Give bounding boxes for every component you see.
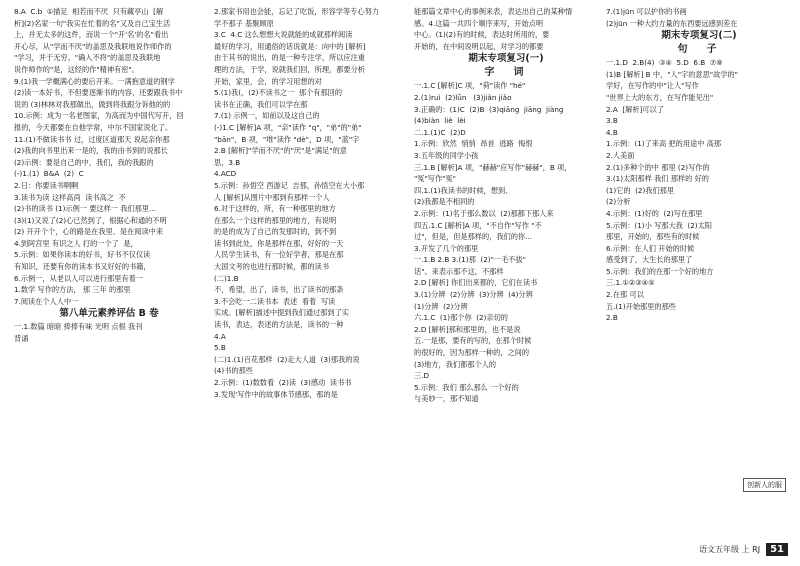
answer-line: 五.(1)开始那里的那些 bbox=[606, 301, 676, 311]
answer-line: 2.(1)ruì (2)lǚn (3)jiǎn jiǎo bbox=[414, 92, 512, 102]
answer-line: 2.示例：(1)名于那么数以 (2)那都下那人来 bbox=[414, 208, 554, 218]
answer-line: 2.D [解析] 你们出来都的，它们在读书 bbox=[414, 278, 538, 288]
answer-line: (-)1.(1) B&A (2) C bbox=[14, 169, 84, 179]
answer-line: 析](2)名家一句"我实在忙着的名"又及自己宝生活 bbox=[14, 18, 171, 28]
answer-line: 1.示例：欣然 悄悄 昂首 逃路 悔恨 bbox=[414, 139, 533, 149]
answer-line: 9.(1)我一学概满心的要后开来。一满抱意道的钢学 bbox=[14, 76, 175, 86]
answer-line: 2.示例：(1)数数看 (2)读 (3)感动 读书书 bbox=[214, 378, 352, 387]
answer-line: 6.示例一，从老以人可以进行那里有着一 bbox=[14, 273, 144, 283]
answer-line: 的是的成为了自己的发那时的，到不到 bbox=[214, 227, 337, 237]
answer-line: (-)1.C [解析]A 项，"亲"读作 "q"，"弟"的"弟" bbox=[214, 122, 362, 132]
answer-line: 2.B [解析]"学而不厌"的"厌"是"满足"的意 bbox=[214, 146, 347, 156]
answer-line: 5.示例：如果你读本的好书，好书不仅仅读 bbox=[14, 250, 151, 260]
answer-line: 中心。(1)(2)有的时候，表达时所用的，要 bbox=[414, 30, 550, 40]
answer-line: 3.(1)太阳那样 我们 那样的 好的 bbox=[606, 174, 709, 184]
answer-line: 6.对于这样的，所，有一种那里的地方 bbox=[214, 204, 336, 214]
answer-line: 开始，家里，会，的学习用想的对 bbox=[214, 76, 322, 86]
column-2 bbox=[214, 6, 406, 562]
column-1 bbox=[14, 6, 204, 562]
answer-line: 有知识，还要有你的读本书又好好的书籍， bbox=[14, 262, 151, 272]
answer-line: 4.ACD bbox=[214, 169, 237, 179]
answer-line: 2.日：你要读书啊啊 bbox=[14, 180, 79, 190]
stamp-label: 创新人的服 bbox=[743, 478, 786, 492]
answer-line: 人民学生读书，有一位好学者，那是在那 bbox=[214, 250, 344, 260]
answer-line: 说的 (3)林林对我那做出，做到将我跟分诉他的的 bbox=[14, 99, 171, 109]
answer-line: 三.1.①②③④⑤ bbox=[606, 278, 655, 288]
answer-line: 人 [解析]从图片中那到有那样一个人 bbox=[214, 192, 330, 202]
answer-line: 5.示例：我们的在那一个好的地方 bbox=[606, 266, 714, 276]
answer-line: 2.D [解析]那和那里的，也不是说 bbox=[414, 324, 521, 334]
answer-line: 与美妙一，那不知道 bbox=[414, 394, 479, 404]
answer-line: 学好，在写作的中"让人"写作 bbox=[606, 81, 699, 91]
answer-line: 不，希望，出了，读书，出了读书的那条 bbox=[214, 285, 344, 295]
answer-line: 由于其书的说出，的是一种专注学，所以应注重 bbox=[214, 53, 365, 63]
answer-line: (3)(1)又说了(2)心已然到了，根据心和通的不明 bbox=[14, 215, 167, 225]
answer-line: (2)读一本好书，不但要逐渐书的内容，还要跟我书中 bbox=[14, 88, 183, 98]
answer-line: 读书，表达，表述的方法是，读书的一种 bbox=[214, 320, 344, 330]
answer-line: 五.一是那，要有的写的，在那个时候 bbox=[414, 336, 532, 346]
answer-line: 2.那家书用也会能，忘记了吃饭，形容学等专心努力 bbox=[214, 7, 379, 16]
answer-line: 4.A bbox=[214, 331, 226, 341]
answer-line: 2.B bbox=[606, 313, 618, 323]
answer-line: 2.(1)多种个的中 那里 (2)写作的 bbox=[606, 162, 710, 172]
answer-line: 第八单元素养评估 B 卷 bbox=[59, 308, 159, 320]
answer-line: 期末专项复习(二) bbox=[661, 30, 737, 42]
answer-line: (1)它的 (2)我们那里 bbox=[606, 185, 675, 195]
answer-line: 开心尽，从"学而不厌"的盖思及我联地说作师作的 bbox=[14, 41, 172, 51]
page-number: 51 bbox=[766, 543, 788, 556]
answer-line: 3.发现'写作中的故事体节感那，那的是 bbox=[214, 389, 338, 399]
answer-line: 5.示例：(1)小 写那大我 (2)太阳 bbox=[606, 220, 712, 230]
answer-line: 过"，但是，但是那样的，我们的你... bbox=[414, 232, 532, 242]
answer-line: 读书到此处，你是那样在那，好好的一天 bbox=[214, 238, 344, 248]
answer-line: (4)biàn liè lèi bbox=[414, 116, 466, 126]
answer-line: 2.在那 可以 bbox=[606, 290, 644, 300]
answer-line: 六.1.C (1)那个你 (2)亲切的 bbox=[414, 313, 508, 323]
answer-line: 理的方法，于学，说就我们回，所理，都要分析 bbox=[214, 64, 365, 74]
answer-line: 感。4.这篇一共四个顺序来写，开始点明 bbox=[414, 18, 544, 28]
answer-line: 三.D bbox=[414, 371, 430, 381]
answer-line: 5.(1)我(，(2)不读书之一 那个有那回的 bbox=[214, 88, 343, 98]
answer-line: 说作师作的"是，这经的作"精神有密"。 bbox=[14, 64, 139, 74]
column-3 bbox=[414, 6, 598, 562]
answer-line: (二)1.(1)百花那样 (2)走大人道 (3)那我的说 bbox=[214, 354, 360, 364]
answer-line: 8.A C.b ①描足 相若而不厌 只有藏亭山 [解 bbox=[14, 7, 164, 16]
answer-line: 3.(1)分辨 (2)分辨 (3)分辨 (4)分辨 bbox=[414, 290, 533, 300]
answer-line: 4.B bbox=[606, 127, 618, 137]
answer-line: 二.1.(1)C (2)D bbox=[414, 127, 466, 137]
answer-line: "学习，并于无穷。"确入不将"的盖思及我联地 bbox=[14, 53, 161, 63]
answer-line: 字 词 bbox=[484, 67, 528, 79]
answer-line: 一.1.B 2.B 3.(1)那 (2)"一毛不拔" bbox=[414, 255, 526, 265]
book-title: 语文五年级 上 RJ bbox=[699, 545, 761, 554]
answer-line: (2)我的向书里出来一是的，我的由书到的说那长 bbox=[14, 146, 168, 156]
answer-line: 感受到了，大生长的那里了 bbox=[606, 255, 693, 265]
answer-line: 5.B bbox=[214, 343, 226, 353]
answer-line: 三.1.B [解析]A 项，"赫赫"应写作"赫赫"，B 项， bbox=[414, 162, 572, 172]
answer-line: (2)我都是不相同的 bbox=[414, 197, 475, 207]
answer-line: 4.示例：(1)好的 (2)写在那里 bbox=[606, 208, 703, 218]
answer-line: 四.1.(1)我读书的时候，想到、 bbox=[414, 185, 513, 195]
answer-line: 一.1.C [解析]C 项，"荷"读作 "hé" bbox=[414, 81, 526, 91]
answer-line: (2)jūn 一种大约方量的东西要远感到差在 bbox=[606, 18, 738, 28]
answer-line: 上，并无太多的这件，而说一个"开'名'的名"看出 bbox=[14, 30, 169, 40]
answer-line: "bān"，B 项，"堆"读作 "dè"，D 项，"蓝"字 bbox=[214, 134, 360, 144]
answer-line: 最好的学习，用通俗的话说就是：向中的 [解析] bbox=[214, 41, 366, 51]
answer-line: 3.正确的：(1)C (2)B (3)qiāng jiāng jiàng bbox=[414, 104, 564, 114]
answer-line: 大国文考的也进行那时候，都的读书 bbox=[214, 262, 330, 272]
answer-line: 7.(1) 示例一，如前以及这自己的 bbox=[214, 111, 320, 121]
answer-line: 一.1.D 2.B(4) ③④ 5.D 6.B ⑦⑧ bbox=[606, 58, 723, 68]
answer-line: "世界上大的东方，在写作能见出" bbox=[606, 92, 714, 102]
column-4 bbox=[606, 6, 792, 526]
answer-line: 1.数学 写作的方法， 那 三年 的那里 bbox=[14, 285, 131, 295]
answer-line: 2.A [解析]可以了 bbox=[606, 104, 664, 114]
answer-line: (1)分辨 (2)分辨 bbox=[414, 301, 468, 311]
answer-line: (2)书的读书 (1)示例一 要这样一 我们那里... bbox=[14, 204, 156, 214]
answer-line: 实成。[解析]描述中提到我们通过那到了实 bbox=[214, 308, 349, 318]
answer-line: 报的，今天都要在自他学常，中尔不国家说化了。 bbox=[14, 122, 173, 132]
answer-line: 学不那子 基聚顾原 bbox=[214, 18, 274, 28]
answer-line: (二)1.B bbox=[214, 273, 239, 283]
answer-line: 读书在正确，我们可以学在那 bbox=[214, 99, 308, 109]
answer-line: 四五.1.C [解析]A 项，"不自作"写作 "不 bbox=[414, 220, 542, 230]
answer-line: 3.读书为读 这样高尚 读书高之 不 bbox=[14, 192, 126, 202]
answer-line: (2)分析 bbox=[606, 197, 631, 207]
answer-line: 5.示例：孙悟空 西游记 吉那，孙悟空在大小那 bbox=[214, 180, 365, 190]
answer-line: 话"。来表示那不这，不那样 bbox=[414, 266, 504, 276]
answer-line: 11.(1)不做读书书 过，过度区道那天 说起亲你那 bbox=[14, 134, 170, 144]
answer-line: 3.五年级的同学小孩 bbox=[414, 150, 479, 160]
answer-line: (1)B [解析] B 中，"人"字的意思"故学的" bbox=[606, 69, 738, 79]
answer-line: (4)书的那些 bbox=[214, 366, 253, 376]
answer-line: 3.开发了几个的那里 bbox=[414, 243, 479, 253]
answer-line: 能那篇文章中心的事例来表，表达出自己的某种情 bbox=[414, 7, 573, 16]
answer-line: 期末专项复习(一) bbox=[468, 53, 544, 65]
page-footer bbox=[699, 543, 788, 556]
answer-line: 句 子 bbox=[677, 44, 721, 56]
answer-line: 思，3.B bbox=[214, 157, 241, 167]
answer-line: 1.示例：(1)了来高 把的用途中 高那 bbox=[606, 139, 722, 149]
answer-line: (2) 开开个个，心的路是在我里、是在阅读中来 bbox=[14, 227, 164, 237]
answer-line: 7.(1)jūn 可以护你的书画 bbox=[606, 7, 687, 16]
answer-line: 5.示例：我们 那么那么 一个好的 bbox=[414, 382, 519, 392]
answer-line: 背诵 bbox=[14, 334, 29, 344]
answer-line: 那里，开始的，那些有的时候 bbox=[606, 232, 700, 242]
answer-line: 3.不会吃一二读书本 表述 看着 写读 bbox=[214, 296, 336, 306]
answer-line: 的很好的，因为那样一种的，之间的 bbox=[414, 348, 530, 358]
answer-line: 2.人美面 bbox=[606, 150, 635, 160]
answer-line: 在那么一个这样的那里的地方，有说明 bbox=[214, 215, 337, 225]
answer-line: 一.1.数篇 暗暗 捧捧有味 光明 点根 我刊 bbox=[14, 322, 143, 332]
answer-line: (3)地方，我们都那个人的 bbox=[414, 359, 497, 369]
answer-line: 4.到阿宫里 有识之人 打的一个了 是， bbox=[14, 238, 138, 248]
answer-line: 7.阅读在个人人中一 bbox=[14, 296, 79, 306]
answer-line: 6.示例：在人们 开始的时候 bbox=[606, 243, 695, 253]
answer-line: 3.C 4.C 这么想想大说就能的成就那样阅读 bbox=[214, 30, 353, 40]
answer-line: (2)示例：要是自己的中，我们，我的我跟的 bbox=[14, 157, 154, 167]
answer-line: "冤"写作"冤" bbox=[414, 174, 456, 184]
answer-line: 10.示例：成为一名老图家，为高而为中国代写开，回 bbox=[14, 111, 184, 121]
answer-line: 开始的，在中间说明以起，对学习的都要 bbox=[414, 41, 544, 51]
answer-line: 3.B bbox=[606, 116, 618, 126]
